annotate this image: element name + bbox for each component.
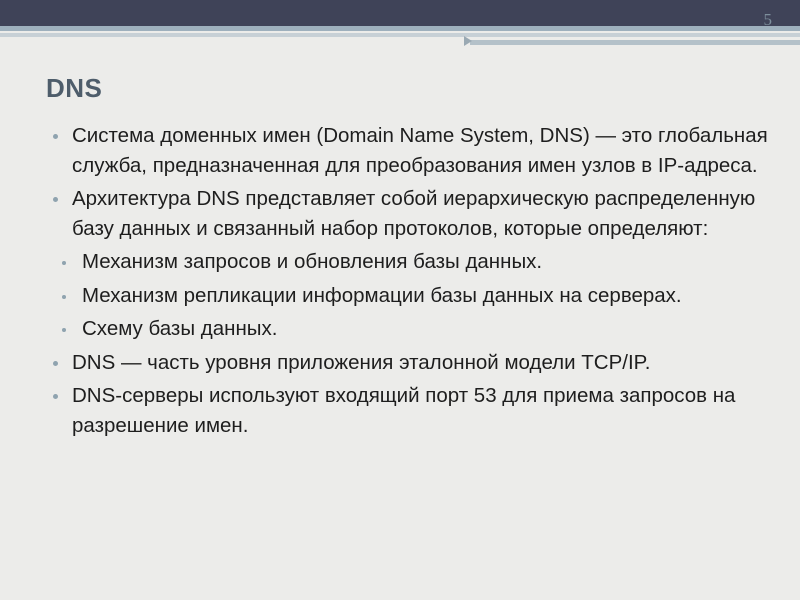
bullet-item: Архитектура DNS представляет собой иерархическую распределенную базу данных и связанный набор протоколов, которые определяют: xyxy=(50,184,770,243)
header-stripe xyxy=(0,26,800,31)
sub-bullet-item: Механизм репликации информации базы данных на серверах. xyxy=(60,281,770,311)
bullet-item: Система доменных имен (Domain Name System, DNS) — это глобальная служба, предназначенная для преобразования имен узлов в IP-адреса. xyxy=(50,121,770,180)
bullet-item: DNS-серверы используют входящий порт 53 для приема запросов на разрешение имен. xyxy=(50,381,770,440)
bullet-item: DNS — часть уровня приложения эталонной модели TCP/IP. xyxy=(50,348,770,378)
bullet-list xyxy=(50,121,770,442)
triangle-marker-icon xyxy=(464,36,472,46)
header-band xyxy=(0,0,800,26)
header-stripe xyxy=(470,40,800,45)
header-stripe xyxy=(0,33,800,37)
slide-number: 5 xyxy=(763,10,772,29)
sub-bullet-item: Схему базы данных. xyxy=(60,314,770,344)
sub-bullet-item: Механизм запросов и обновления базы данных. xyxy=(60,247,770,277)
slide-title: DNS xyxy=(46,73,103,103)
